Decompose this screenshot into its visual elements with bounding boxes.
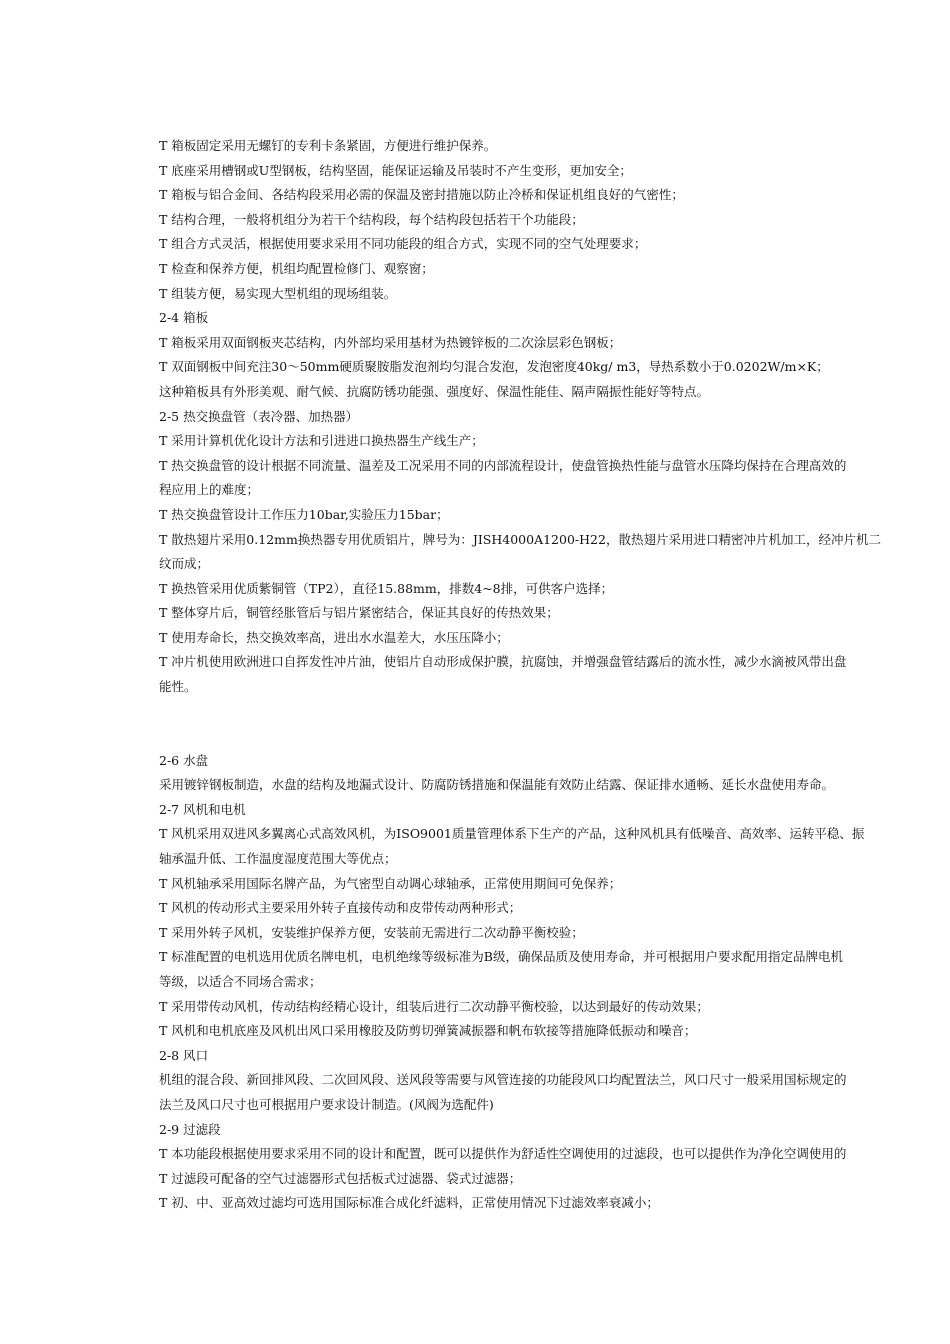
text-line: T 结构合理，一般将机组分为若干个结构段，每个结构段包括若干个功能段； — [159, 211, 584, 227]
text-line: 能性。 — [159, 679, 197, 695]
text-line: 法兰及风口尺寸也可根据用户要求设计制造。(风阀为选配件) — [159, 1096, 494, 1112]
text-line: 等级，以适合不同场合需求； — [159, 974, 322, 989]
text-line: 轴承温升低、工作温度湿度范围大等优点； — [159, 851, 397, 867]
text-line: T 采用外转子风机，安装维护保养方便，安装前无需进行二次动静平衡校验； — [159, 924, 584, 940]
text-line: T 箱板采用双面钢板夹芯结构，内外部均采用基材为热镀锌板的二次涂层彩色钢板； — [159, 334, 622, 350]
text-line: 采用镀锌钢板制造，水盘的结构及地漏式设计、防腐防锈措施和保温能有效防止结露、保证排水通畅、延长水盘使用寿命。 — [159, 777, 835, 793]
text-line: T 热交换盘管的设计根据不同流量、温差及工况采用不同的内部流程设计，使盘管换热性能与盘管水压降均保持在合理高效的 — [159, 457, 847, 473]
text-line: T 热交换盘管设计工作压力10bar,实验压力15bar； — [159, 506, 449, 522]
text-line: T 风机的传动形式主要采用外转子直接传动和皮带传动两种形式； — [159, 900, 522, 916]
text-line: T 过滤段可配备的空气过滤器形式包括板式过滤器、袋式过滤器； — [159, 1170, 522, 1186]
text-line: T 采用带传动风机，传动结构经精心设计，组装后进行二次动静平衡校验，以达到最好的传动效果； — [159, 998, 709, 1014]
text-line: T 冲片机使用欧洲进口自挥发性冲片油，使铝片自动形成保护膜，抗腐蚀，并增强盘管结露后的流水性，减少水滴被风带出盘 — [159, 654, 847, 670]
text-line: T 检查和保养方便，机组均配置检修门、观察窗； — [159, 260, 434, 276]
text-line: T 整体穿片后，铜管经胀管后与铝片紧密结合，保证其良好的传热效果； — [159, 605, 559, 621]
text-line: 2-5 热交换盘管（表冷器、加热器） — [159, 408, 359, 424]
text-line: 纹而成； — [159, 556, 210, 572]
text-line: T 风机轴承采用国际名牌产品，为气密型自动调心球轴承，正常使用期间可免保养； — [159, 875, 622, 891]
text-line: T 箱板固定采用无螺钉的专利卡条紧固，方便进行维护保养。 — [159, 138, 497, 153]
text-line: 2-8 风口 — [159, 1047, 209, 1063]
text-line: T 组合方式灵活，根据使用要求采用不同功能段的组合方式，实现不同的空气处理要求； — [159, 236, 647, 252]
text-line: 这种箱板具有外形美观、耐气候、抗腐防锈功能强、强度好、保温性能佳、隔声隔振性能好等特点。 — [159, 383, 710, 399]
text-line: 2-9 过滤段 — [159, 1121, 221, 1137]
text-line: T 风机和电机底座及风机出风口采用橡胶及防剪切弹簧减振器和帆布软接等措施降低振动和噪音； — [159, 1023, 697, 1039]
text-line: T 散热翅片采用0.12mm换热器专用优质铝片，牌号为：JISH4000A1200-H22，散热翅片采用进口精密冲片机加工，经冲片机二 — [159, 531, 881, 547]
text-line: T 换热管采用优质紫铜管（TP2），直径15.88mm，排数4~8排，可供客户选择； — [159, 580, 614, 596]
text-line: T 初、中、亚高效过滤均可选用国际标准合成化纤滤料，正常使用情况下过滤效率衰减小； — [159, 1195, 659, 1211]
text-line: 2-7 风机和电机 — [159, 801, 246, 817]
text-line: T 本功能段根据使用要求采用不同的设计和配置，既可以提供作为舒适性空调使用的过滤段，也可以提供作为净化空调使用的 — [159, 1146, 847, 1162]
text-line: T 箱板与铝合金间、各结构段采用必需的保温及密封措施以防止冷桥和保证机组良好的气密性； — [159, 187, 684, 203]
text-line: T 双面钢板中间充注30～50mm硬质聚胺脂发泡剂均匀混合发泡，发泡密度40kg/ m3，导热系数小于0.0202W/m×K； — [159, 359, 829, 375]
paragraph-gap — [159, 700, 950, 749]
text-line: 程应用上的难度； — [159, 482, 260, 498]
text-line: T 使用寿命长，热交换效率高，进出水水温差大，水压压降小； — [159, 629, 509, 645]
text-line: 2-4 箱板 — [159, 310, 209, 326]
text-line: 机组的混合段、新回排风段、二次回风段、送风段等需要与风管连接的功能段风口均配置法兰，风口尺寸一般采用国标规定的 — [159, 1072, 847, 1088]
text-line: T 风机采用双进风多翼离心式高效风机，为ISO9001质量管理体系下生产的产品，这种风机具有低噪音、高效率、运转平稳、振 — [159, 826, 865, 842]
text-block-upper — [159, 134, 950, 700]
text-line: T 底座采用槽钢或U型钢板，结构坚固，能保证运输及吊装时不产生变形，更加安全； — [159, 162, 632, 178]
text-block-lower — [159, 749, 950, 1216]
text-line: T 组装方便，易实现大型机组的现场组装。 — [159, 285, 397, 301]
document-body — [159, 134, 950, 1216]
text-line: T 采用计算机优化设计方法和引进进口换热器生产线生产； — [159, 433, 484, 449]
text-line: 2-6 水盘 — [159, 752, 209, 768]
text-line: T 标准配置的电机选用优质名牌电机，电机绝缘等级标准为B级，确保品质及使用寿命，并可根据用户要求配用指定品牌电机 — [159, 949, 843, 965]
